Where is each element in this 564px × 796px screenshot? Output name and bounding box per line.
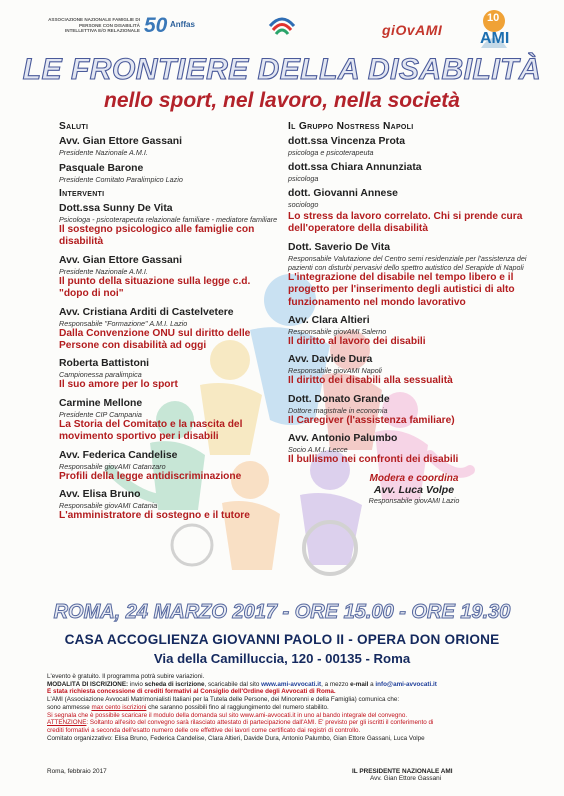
speaker-role: Responsabile giovAMI Catanzaro xyxy=(59,461,166,471)
program-left-column xyxy=(59,121,281,528)
event-date-time: ROMA, 24 MARZO 2017 - ORE 15.00 - ORE 19.30 xyxy=(53,601,511,623)
speaker-name: Avv. Davide Dura xyxy=(288,354,373,366)
speaker-item xyxy=(288,433,540,466)
speaker-role: psicologa xyxy=(288,174,319,183)
speaker-name: dott.ssa Chiara Annunziata xyxy=(288,162,422,173)
moderator-role: Responsabile giovAMI Lazio xyxy=(368,495,460,505)
note-line-download: Si segnala che è possibile scaricare il modulo della domanda sul sito www.ami-avvocati.it in uno al bando integrale del convegno. xyxy=(47,711,408,719)
speaker-name: Avv. Antonio Palumbo xyxy=(288,433,398,445)
speaker-role: Responsabile giovAMI Napoli xyxy=(288,366,382,376)
speaker-name: dott.ssa Vincenza Prota xyxy=(288,136,406,147)
group-heading xyxy=(288,121,540,132)
registration-notes xyxy=(47,673,527,742)
poster-subtitle: nello sport, nel lavoro, nella società xyxy=(104,89,460,112)
interventi-heading: Interventi xyxy=(59,188,105,199)
note-attention-label: ATTENZIONE xyxy=(47,719,87,727)
note-credits-text: È stata richiesta concessione di crediti formativi al Consiglio dell'Ordine degli Avvocati di Roma. xyxy=(47,688,336,696)
note-text: a xyxy=(368,680,376,688)
speaker-role: Responsabile giovAMI Catania xyxy=(59,501,158,511)
speaker-topic: Il suo amore per lo sport xyxy=(59,379,178,391)
speaker-role: Psicologa - psicoterapeuta relazionale familiare - mediatore familiare xyxy=(59,215,278,224)
event-address: Via della Camilluccia, 120 - 00135 - Roma xyxy=(153,651,411,666)
moderator-label: Modera e coordina xyxy=(369,472,459,484)
speaker-name: Pasquale Barone xyxy=(59,163,144,174)
paralympic-committee-logo xyxy=(262,10,302,50)
poster-title: LE FRONTIERE DELLA DISABILITÀ xyxy=(22,53,542,86)
note-text: , a mezzo xyxy=(321,680,351,688)
moderator-block xyxy=(288,473,540,505)
note-text: sono ammesse xyxy=(47,703,92,711)
group-heading-prefix: Il xyxy=(288,121,296,132)
note-text: che saranno possibili fino al raggiungimento del numero stabilito. xyxy=(146,703,329,711)
saluti-heading: Saluti xyxy=(59,121,89,132)
speaker-topic: Il Caregiver (l'assistenza familiare) xyxy=(288,414,455,426)
speaker-role: Socio A.M.I. Lecce xyxy=(288,445,348,455)
note-line-credits xyxy=(47,688,527,696)
speaker-item xyxy=(59,163,281,184)
program-right-column xyxy=(288,121,540,505)
note-line-registration xyxy=(47,681,527,689)
speaker-role: Presidente CIP Campania xyxy=(59,409,142,419)
moderator-name: Avv. Luca Volpe xyxy=(373,483,455,496)
speaker-topic: Il punto della situazione sulla legge c.d. "dopo di noi" xyxy=(59,275,251,300)
speaker-role: psicologa e psicoterapeuta xyxy=(288,148,374,157)
speaker-topic: Dalla Convenzione ONU sul diritto delle Persone con disabilità ad oggi xyxy=(59,327,251,352)
note-text: invio xyxy=(128,680,145,688)
note-attention-text: : Soltanto all'esito del convegno sarà rilasciato attestato di partecipazione dall'AMI. E' previsto per gli iscritti il conferimento di xyxy=(86,719,434,727)
speaker-name: Avv. Cristiana Arditi di Castelvetere xyxy=(59,306,234,318)
speaker-role: Dottore magistrale in economia xyxy=(288,405,388,415)
speaker-role: Presidente Comitato Paralimpico Lazio xyxy=(59,175,183,184)
signature-name: Avv. Gian Ettore Gassani xyxy=(370,775,442,782)
speaker-item xyxy=(59,398,281,444)
speaker-role: Presidente Nazionale A.M.I. xyxy=(59,148,148,157)
speaker-item xyxy=(59,203,281,249)
speaker-role: Responsabile giovAMI Salerno xyxy=(288,327,387,337)
speaker-topic: Il bullismo nei confronti dei disabili xyxy=(288,454,459,466)
speaker-name: Avv. Elisa Bruno xyxy=(59,489,141,501)
signature-title: IL PRESIDENTE NAZIONALE AMI xyxy=(352,768,453,775)
anffas-logo xyxy=(46,14,216,44)
note-line: crediti formativi a seconda dell'esatto numero delle ore effettive dei lavori come certificato dai registri di controllo. xyxy=(47,726,361,734)
speaker-name: Avv. Gian Ettore Gassani xyxy=(59,136,182,147)
note-text: , scaricabile dal sito xyxy=(204,680,262,688)
footer-signature xyxy=(352,768,532,782)
note-line-committee: Comitato organizzativo: Elisa Bruno, Federica Candelise, Clara Altieri, Davide Dura, Antonio Palumbo, Gian Ettore Gassani, Luca Volpe xyxy=(47,734,425,742)
speaker-name: dott. Giovanni Annese xyxy=(288,188,398,199)
speaker-name: Dott. Donato Grande xyxy=(288,393,390,405)
giovami-logo-text: giOvAMI xyxy=(382,22,443,38)
note-line-capacity xyxy=(47,704,527,712)
speaker-role: Responsabile "Formazione" A.M.I. Lazio xyxy=(59,318,188,328)
speaker-name: Roberta Battistoni xyxy=(59,358,150,370)
speaker-item xyxy=(59,307,281,353)
speaker-item xyxy=(288,315,540,348)
speaker-item xyxy=(59,450,281,483)
speaker-item xyxy=(288,162,540,183)
speaker-item xyxy=(59,136,281,157)
footer-place-date: Roma, febbraio 2017 xyxy=(47,768,107,775)
speaker-name: Avv. Clara Altieri xyxy=(288,315,370,327)
speaker-role: Presidente Nazionale A.M.I. xyxy=(59,266,148,276)
giovami-ami-logo xyxy=(382,8,524,48)
speaker-topic: Il diritto al lavoro dei disabili xyxy=(288,336,426,348)
email-link[interactable]: info@ami-avvocati.it xyxy=(375,680,437,688)
speaker-topic: Il sostegno psicologico alle famiglie con disabilità xyxy=(59,224,255,248)
speaker-item xyxy=(59,358,281,391)
anffas-logo-number: 50 xyxy=(144,14,168,37)
speaker-name: Avv. Federica Candelise xyxy=(59,449,178,461)
group-heading-name: Gruppo Nostress Napoli xyxy=(298,121,414,132)
speaker-item xyxy=(288,136,540,157)
speaker-item xyxy=(59,255,281,301)
group-topic xyxy=(288,211,540,236)
speaker-name: Avv. Gian Ettore Gassani xyxy=(59,254,182,266)
paralympic-emblem-icon xyxy=(262,10,302,40)
speaker-item xyxy=(288,188,540,209)
speaker-topic: L'integrazione del disabile nel tempo libero e il progetto per l'inserimento degli autistici di alto funzionamento nel mondo lavorativo xyxy=(288,271,515,308)
speaker-name: Dott.ssa Sunny De Vita xyxy=(59,203,173,214)
speaker-topic: Profili della legge antidiscriminazione xyxy=(59,470,242,482)
note-max-registrations: max cento iscrizioni xyxy=(91,703,147,711)
speaker-topic: L'amministratore di sostegno e il tutore xyxy=(59,510,250,522)
speaker-role: Responsabile Valutazione del Centro semi residenziale per l'assistenza dei pazienti con disturbi pervasivi dello spettro autistico del Serapide di Napoli xyxy=(288,253,527,272)
speaker-topic: La Storia del Comitato e la nascita del movimento sportivo per i disabili xyxy=(59,418,243,443)
ami-badge-number: 10 xyxy=(487,12,500,24)
speaker-item xyxy=(59,489,281,522)
note-line: L'AMI (Associazione Avvocati Matrimonialisti Italiani per la Tutela delle Persone, dei Minorenni e della Famiglia) comunica che: xyxy=(47,696,400,704)
note-line-attention xyxy=(47,719,527,727)
note-email-label: e-mail xyxy=(350,680,369,688)
anffas-logo-text: ASSOCIAZIONE NAZIONALE FAMIGLIE DI PERSONE CON DISABILITÀ INTELLETTIVA E/O RELAZIONALE xyxy=(48,17,140,34)
note-registration-form: scheda di iscrizione xyxy=(144,680,205,688)
speaker-name: Dott. Saverio De Vita xyxy=(288,241,391,253)
speaker-name: Carmine Mellone xyxy=(59,397,143,409)
speaker-role: sociologo xyxy=(288,200,319,209)
website-link[interactable]: www.ami-avvocati.it xyxy=(261,680,322,688)
anffas-logo-brand: Anffas xyxy=(170,20,195,29)
speaker-role: Campionessa paralimpica xyxy=(59,370,142,380)
speaker-item xyxy=(288,354,540,387)
speaker-topic: Il diritto dei disabili alla sessualità xyxy=(288,375,453,387)
event-venue: CASA ACCOGLIENZA GIOVANNI PAOLO II - OPERA DON ORIONE xyxy=(64,632,500,647)
note-registration-label: MODALITÀ DI ISCRIZIONE: xyxy=(47,680,129,688)
ami-logo-brand: AMI xyxy=(480,30,510,47)
speaker-item xyxy=(288,394,540,427)
note-line: L'evento è gratuito. Il programma potrà subire variazioni. xyxy=(47,673,205,680)
speaker-topic: Lo stress da lavoro correlato. Chi si prende cura dell'operatore della disabilità xyxy=(288,211,523,235)
speaker-item xyxy=(288,242,540,309)
